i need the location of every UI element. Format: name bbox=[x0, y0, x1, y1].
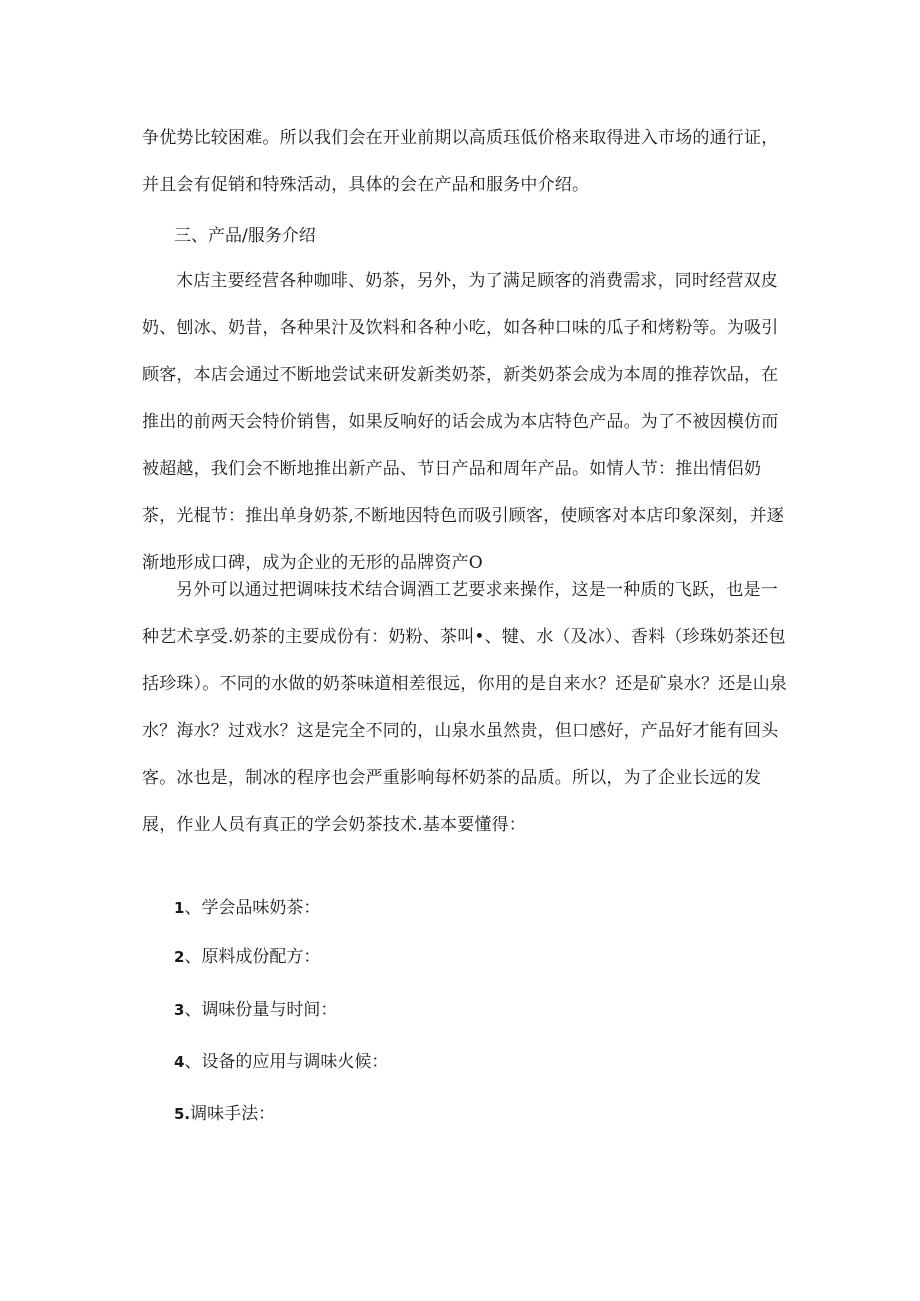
paragraph-products: 木店主要经营各种咖啡、奶茶，另外，为了满足顾客的消费需求，同时经营双皮奶、刨冰、奶昔，各种果汁及饮料和各种小吃，如各种口味的瓜子和烤粉等。为吸引顾客，本店会通过不断地尝试来研发新类奶茶，新类奶茶会成为本周的推荐饮品，在推出的前两天会特价销售，如果反响好的话会成为本店特色产品。为了不被因模仿而被超越，我们会不断地推出新产品、节日产品和周年产品。如情人节：推出情侣奶茶，光棍节：推出单身奶茶,不断地因特色而吸引顾客，使顾客对本店印象深刻，并逐渐地形成口碑，成为企业的无形的品牌资产O bbox=[142, 271, 785, 573]
list-item-separator: 、 bbox=[184, 947, 202, 967]
section-heading: 三、产品/服务介绍 bbox=[174, 226, 316, 246]
list-item bbox=[174, 995, 337, 1025]
list-item-separator: 、 bbox=[184, 1052, 202, 1072]
list-item-text: 原料成份配方： bbox=[201, 947, 321, 967]
list-item-number: 2 bbox=[174, 948, 185, 966]
list-item-text: 设备的应用与调味火候： bbox=[201, 1052, 389, 1072]
list-item-number: 5. bbox=[174, 1105, 191, 1123]
list-item-text: 学会品味奶茶： bbox=[201, 898, 321, 918]
list-item bbox=[174, 1047, 388, 1077]
list-item bbox=[174, 942, 320, 972]
list-item bbox=[174, 893, 320, 923]
list-item-number: 1 bbox=[174, 899, 185, 917]
list-item bbox=[174, 1099, 275, 1129]
list-item-number: 4 bbox=[174, 1053, 185, 1071]
list-item-text: 调味份量与时间： bbox=[201, 1000, 338, 1020]
intro-paragraph: 争优势比较困难。所以我们会在开业前期以高质珏低价格来取得进入市场的通行证，并且会有促销和特殊活动，具体的会在产品和服务中介绍。 bbox=[142, 128, 779, 195]
list-item-separator: 、 bbox=[184, 898, 202, 918]
list-item-text: 调味手法： bbox=[190, 1104, 276, 1124]
list-item-number: 3 bbox=[174, 1001, 185, 1019]
list-item-separator: 、 bbox=[184, 1000, 202, 1020]
paragraph-techniques: 另外可以通过把调味技术结合调酒工艺要求来操作，这是一种质的飞跃，也是一种艺术享受.奶茶的主要成份有：奶粉、茶叫•、犍、水（及冰）、香料（珍珠奶茶还包括珍珠）。不同的水做的奶茶味道相差很远，你用的是自来水？还是矿泉水？还是山泉水？海水？过戏水？这是完全不同的，山泉水虽然贵，但口感好，产品好才能有回头客。冰也是，制冰的程序也会严重影响每杯奶茶的品质。所以，为了企业长远的发展，作业人员有真正的学会奶茶技术.基本要懂得： bbox=[142, 580, 788, 835]
